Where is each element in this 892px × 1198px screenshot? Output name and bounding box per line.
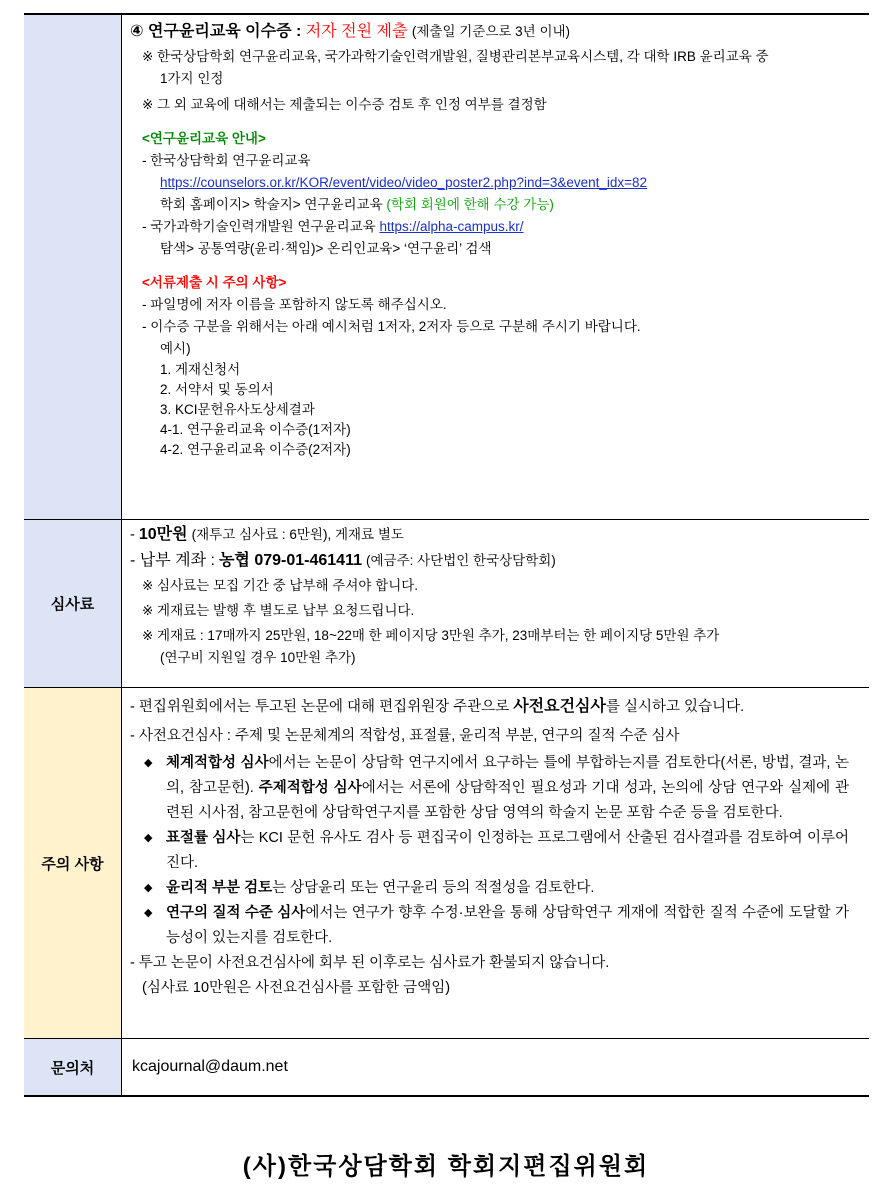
caution2: - 이수증 구분을 위해서는 아래 예시처럼 1저자, 2저자 등으로 구분해 주시기 바랍니다. bbox=[142, 319, 641, 334]
notice-line2: - 사전요건심사 : 주제 및 논문체계의 적합성, 표절률, 윤리적 부분, 연구의 질적 수준 심사 bbox=[130, 728, 680, 744]
ethics-heading bbox=[130, 21, 863, 43]
ethics-row bbox=[24, 15, 869, 520]
fee-note3-cont: (연구비 지원일 경우 10만원 추가) bbox=[160, 650, 356, 665]
notice-line4: (심사료 10만원은 사전요건심사를 포함한 금액임) bbox=[142, 980, 451, 996]
ethics-label-cell bbox=[24, 15, 122, 519]
caution-title: <서류제출 시 주의 사항> bbox=[142, 275, 287, 290]
fee-amount: 10만원 bbox=[138, 526, 188, 543]
bullet2-bold: 표절률 심사 bbox=[166, 830, 241, 846]
guide1-title: - 한국상담학회 연구윤리교육 bbox=[142, 153, 311, 168]
contact-row bbox=[24, 1039, 869, 1095]
guide1-path-text: 학회 홈페이지> 학술지> 연구윤리교육 bbox=[160, 197, 383, 212]
notice-line1-text: - 편집위원회에서는 투고된 논문에 대해 편집위원장 주관으로 bbox=[130, 699, 510, 715]
notice-line1-bold: 사전요건심사 bbox=[513, 698, 606, 715]
notice-content bbox=[122, 688, 869, 1038]
bullet1-text1: 에서는 논문이 상담학 연구지에서 요구하는 틀에 부합하는지를 검토한다(서론, 방법, 결과, 논의, 참고문헌). bbox=[166, 755, 849, 796]
fee-note1: ※ 심사료는 모집 기간 중 납부해 주셔야 합니다. bbox=[142, 578, 419, 593]
guide1-path bbox=[130, 194, 863, 216]
fee-note3: ※ 게재료 : 17매까지 25만원, 18~22매 한 페이지당 3만원 추가, 23매부터는 한 페이지당 5만원 추가 bbox=[142, 628, 720, 643]
guide2-line bbox=[130, 216, 863, 238]
heading-label: 연구윤리교육 이수증 : bbox=[148, 23, 302, 40]
example-item: 3. KCI문헌유사도상세결과 bbox=[160, 402, 315, 417]
guide2-link[interactable]: https://alpha-campus.kr/ bbox=[379, 219, 524, 234]
fee-note2: ※ 게재료는 발행 후 별도로 납부 요청드립니다. bbox=[142, 603, 415, 618]
guide1-link[interactable]: https://counselors.or.kr/KOR/event/video/video_poster2.php?ind=3&event_idx=82 bbox=[160, 175, 648, 190]
example-item: 2. 서약서 및 동의서 bbox=[160, 382, 274, 397]
notice-row bbox=[24, 688, 869, 1039]
caution1: - 파일명에 저자 이름을 포함하지 않도록 해주십시오. bbox=[142, 297, 447, 312]
guide-title: <연구윤리교육 안내> bbox=[142, 131, 266, 146]
footer-title: (사)한국상담학회 학회지편집위원회 bbox=[242, 1153, 650, 1180]
fee-note: (재투고 심사료 : 6만원), 게재료 별도 bbox=[191, 527, 404, 542]
bullet3-text: 는 상담윤리 또는 연구윤리 등의 적절성을 검토한다. bbox=[272, 880, 595, 896]
account-holder: (예금주: 사단법인 한국상담학회) bbox=[366, 553, 556, 568]
account-line bbox=[130, 550, 863, 572]
fee-label: 심사료 bbox=[24, 520, 122, 687]
contact-email[interactable]: kcajournal@daum.net bbox=[132, 1058, 288, 1075]
bullet3-bold: 윤리적 부분 검토 bbox=[166, 880, 273, 896]
bullet1-text2: 에서는 서론에 상담학적인 필요성과 기대 성과, 논의에 상담 연구와 실제에 관련된 시사점, 참고문헌에 상담학연구지를 포함한 상담 영역의 학술지 논문 포함 수준 등을 검토한다. bbox=[166, 780, 850, 821]
example-item: 4-1. 연구윤리교육 이수증(1저자) bbox=[160, 422, 351, 437]
notice-line1-end: 를 실시하고 있습니다. bbox=[605, 699, 745, 715]
fee-content bbox=[122, 520, 869, 687]
notice-label: 주의 사항 bbox=[24, 688, 122, 1038]
example-label: 예시) bbox=[160, 341, 191, 356]
bullet-item bbox=[130, 876, 863, 901]
heading-number: ④ bbox=[130, 23, 144, 40]
fee-amount-line bbox=[130, 524, 863, 546]
example-item: 4-2. 연구윤리교육 이수증(2저자) bbox=[160, 442, 351, 457]
account-number: 농협 079-01-461411 bbox=[218, 552, 362, 569]
example-item: 1. 게재신청서 bbox=[160, 362, 241, 377]
diamond-bullet-icon: ◆ bbox=[144, 757, 153, 769]
other-education-note: ※ 그 외 교육에 대해서는 제출되는 이수증 검토 후 인정 여부를 결정함 bbox=[142, 97, 547, 112]
bullet4-bold: 연구의 질적 수준 심사 bbox=[166, 905, 306, 921]
ethics-content bbox=[122, 15, 869, 519]
notice-line1 bbox=[130, 694, 863, 720]
contact-label: 문의처 bbox=[24, 1039, 122, 1095]
heading-requirement: 저자 전원 제출 bbox=[305, 23, 408, 40]
bullet-item bbox=[130, 901, 863, 951]
fee-row bbox=[24, 520, 869, 688]
fee-dash: - bbox=[130, 527, 135, 543]
bullet-item bbox=[130, 826, 863, 876]
bullet-item bbox=[130, 751, 863, 826]
guide2-title: - 국가과학기술인력개발원 연구윤리교육 bbox=[142, 219, 376, 234]
account-label: - 납부 계좌 : bbox=[130, 552, 215, 569]
recognition-note-cont: 1가지 인정 bbox=[160, 71, 224, 86]
bullet1-bold2: 주제적합성 심사 bbox=[258, 780, 362, 796]
recognition-note: ※ 한국상담학회 연구윤리교육, 국가과학기술인력개발원, 질병관리본부교육시스템, 각 대학 IRB 윤리교육 중 bbox=[142, 49, 769, 64]
notice-line3: - 투고 논문이 사전요건심사에 회부 된 이후로는 심사료가 환불되지 않습니다. bbox=[130, 955, 610, 971]
bullet2-text: 는 KCI 문헌 유사도 검사 등 편집국이 인정하는 프로그램에서 산출된 검사결과를 검토하여 이루어진다. bbox=[166, 830, 849, 871]
contact-content bbox=[122, 1039, 869, 1095]
diamond-bullet-icon: ◆ bbox=[144, 907, 153, 919]
diamond-bullet-icon: ◆ bbox=[144, 882, 153, 894]
bullet1-bold1: 체계적합성 심사 bbox=[166, 755, 269, 771]
bullet4-text: 에서는 연구가 향후 수정·보완을 통해 상담학연구 게재에 적합한 질적 수준에 도달할 가능성이 있는지를 검토한다. bbox=[166, 905, 849, 946]
guide1-link-line bbox=[130, 172, 863, 194]
diamond-bullet-icon: ◆ bbox=[144, 832, 153, 844]
info-table bbox=[24, 13, 869, 1097]
guide1-path-note: (학회 회원에 한해 수강 가능) bbox=[386, 197, 554, 212]
guide2-path: 탐색> 공통역량(윤리·책임)> 온리인교육> ‘연구윤리’ 검색 bbox=[160, 241, 492, 256]
heading-note: (제출일 기준으로 3년 이내) bbox=[411, 24, 571, 39]
